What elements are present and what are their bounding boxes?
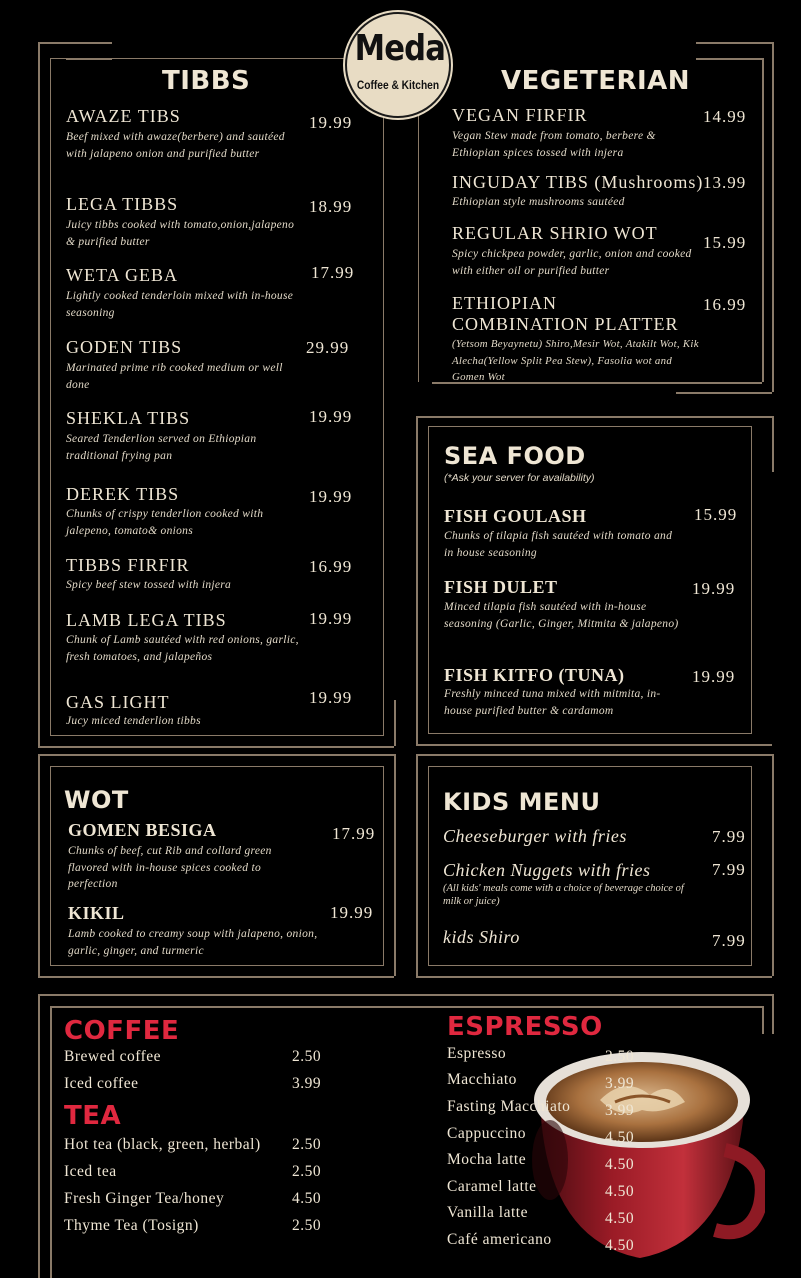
kids-beverage-note: (All kids' meals come with a choice of beverage choice of milk or juice) <box>443 883 684 907</box>
seafood-frame-right-outer <box>772 416 774 472</box>
cappuccino-cup-image <box>520 1040 765 1265</box>
tibbs-item-desc: Chunks of crispy tenderlion cooked with jalepeno, tomato& onions <box>66 508 264 537</box>
espresso-item-price: 2.50 <box>605 1048 635 1065</box>
tea-item-name: Thyme Tea (Tosign) <box>64 1217 199 1234</box>
tibbs-item-price: 16.99 <box>309 557 353 576</box>
drinks-frame-top-inner <box>50 1006 762 1008</box>
veg-frame-top <box>696 42 772 44</box>
espresso-item-name: Vanilla latte <box>447 1204 528 1221</box>
tibbs-item-desc: Marinated prime rib cooked medium or well done <box>66 362 283 391</box>
seafood-frame-bottom-outer <box>416 744 772 746</box>
seafood-item-desc: Chunks of tilapia fish sautéed with tomato and in house seasoning <box>444 530 673 559</box>
tibbs-item-name: GAS LIGHT <box>66 692 170 712</box>
wot-item-price: 19.99 <box>330 903 374 922</box>
tea-item-price: 2.50 <box>292 1217 322 1234</box>
tibbs-item-name: AWAZE TIBS <box>66 106 181 126</box>
seafood-item-name: FISH DULET <box>444 577 558 597</box>
kids-item-price: 7.99 <box>712 860 746 879</box>
espresso-item-price: 4.50 <box>605 1156 635 1173</box>
meda-logo <box>345 12 451 118</box>
espresso-item-price: 3.99 <box>605 1102 635 1119</box>
seafood-item-price: 19.99 <box>692 667 736 686</box>
tibbs-frame-right-outer <box>394 700 396 746</box>
seafood-item-price: 15.99 <box>694 505 738 524</box>
seafood-item-name: FISH KITFO (TUNA) <box>444 665 625 685</box>
tibbs-item-desc: Seared Tenderlion served on Ethiopian traditional frying pan <box>66 433 257 462</box>
seafood-frame-left-outer <box>416 416 418 744</box>
seafood-title: SEA FOOD <box>444 442 586 470</box>
wot-title: WOT <box>64 786 129 814</box>
wot-item-price: 17.99 <box>332 824 376 843</box>
tibbs-item-name: WETA GEBA <box>66 265 179 285</box>
tea-item-price: 2.50 <box>292 1163 322 1180</box>
kids-item-name: Cheeseburger with fries <box>443 826 627 846</box>
coffee-item-name: Brewed coffee <box>64 1048 162 1065</box>
tibbs-item-desc: Chunk of Lamb sautéed with red onions, garlic, fresh tomatoes, and jalapeños <box>66 634 299 663</box>
espresso-item-price: 4.50 <box>605 1237 635 1254</box>
espresso-item-price: 4.50 <box>605 1210 635 1227</box>
tea-item-price: 2.50 <box>292 1136 322 1153</box>
wot-item-desc: Lamb cooked to creamy soup with jalapeno, onion, garlic, ginger, and turmeric <box>68 928 318 957</box>
tea-title: TEA <box>64 1101 122 1131</box>
seafood-item-price: 19.99 <box>692 579 736 598</box>
seafood-item-desc: Minced tilapia fish sautéed with in-house seasoning (Garlic, Ginger, Mitmita & jalapeno) <box>444 601 679 630</box>
tibbs-item-price: 19.99 <box>309 487 353 506</box>
veg-frame-right-outer <box>772 42 774 392</box>
tea-item-name: Fresh Ginger Tea/honey <box>64 1190 225 1207</box>
veg-item-name: INGUDAY TIBS (Mushrooms) <box>452 172 704 192</box>
coffee-item-price: 2.50 <box>292 1048 322 1065</box>
tibbs-item-price: 19.99 <box>309 407 353 426</box>
veg-item-name: REGULAR SHRIO WOT <box>452 223 658 243</box>
tea-item-name: Iced tea <box>64 1163 117 1180</box>
espresso-item-price: 4.50 <box>605 1183 635 1200</box>
tibbs-item-name: LAMB LEGA TIBS <box>66 610 227 630</box>
espresso-item-name: Café americano <box>447 1231 552 1248</box>
tibbs-item-price: 17.99 <box>311 263 355 282</box>
espresso-title: ESPRESSO <box>447 1012 603 1042</box>
wot-frame-bottom-outer <box>38 976 394 978</box>
kids-item-name: kids Shiro <box>443 927 520 947</box>
kids-item-name: Chicken Nuggets with fries <box>443 860 651 880</box>
kids-frame-left-outer <box>416 754 418 976</box>
tibbs-item-name: LEGA TIBBS <box>66 194 179 214</box>
kids-frame-top-outer <box>416 754 772 756</box>
kids-frame-right-outer <box>772 754 774 976</box>
veg-item-price: 15.99 <box>703 233 747 252</box>
tibbs-title-underline <box>66 58 112 60</box>
kids-item-price: 7.99 <box>712 827 746 846</box>
tea-item-name: Hot tea (black, green, herbal) <box>64 1136 261 1153</box>
tibbs-frame-bottom-outer <box>38 746 394 748</box>
tea-item-price: 4.50 <box>292 1190 322 1207</box>
tibbs-item-desc: Jucy miced tenderlion tibbs <box>66 715 201 727</box>
espresso-item-name: Caramel latte <box>447 1178 537 1195</box>
espresso-item-price: 4.50 <box>605 1129 635 1146</box>
veg-item-price: 16.99 <box>703 295 747 314</box>
tibbs-item-desc: Juicy tibbs cooked with tomato,onion,jalapeno & purified butter <box>66 219 295 248</box>
tibbs-item-price: 18.99 <box>309 197 353 216</box>
veg-frame-right-inner <box>762 58 764 382</box>
veg-item-desc: Ethiopian style mushrooms sautéed <box>452 196 625 208</box>
drinks-frame-right-inner <box>762 1006 764 1034</box>
tibbs-item-name: GODEN TIBS <box>66 337 183 357</box>
espresso-item-price: 3.99 <box>605 1075 635 1092</box>
drinks-frame-left-inner <box>50 1006 52 1278</box>
drinks-frame-top-outer <box>38 994 772 996</box>
wot-item-desc: Chunks of beef, cut Rib and collard green flavored with in-house spices cooked to perfection <box>68 845 272 890</box>
wot-frame-left-outer <box>38 754 40 976</box>
tibbs-frame-left-outer <box>38 42 40 746</box>
wot-item-name: KIKIL <box>68 903 125 923</box>
tibbs-item-desc: Lightly cooked tenderloin mixed with in-house seasoning <box>66 290 294 319</box>
tibbs-item-price: 19.99 <box>309 688 353 707</box>
veg-item-desc: Spicy chickpea powder, garlic, onion and cooked with either oil or purified butter <box>452 248 692 277</box>
seafood-frame-top-outer <box>416 416 772 418</box>
vegeterian-title: VEGETERIAN <box>501 66 691 96</box>
tibbs-item-name: TIBBS FIRFIR <box>66 555 190 575</box>
seafood-availability-note: (*Ask your server for availability) <box>444 472 595 484</box>
tibbs-title: TIBBS <box>162 66 251 96</box>
coffee-title: COFFEE <box>64 1016 180 1046</box>
tibbs-item-price: 19.99 <box>309 113 353 132</box>
veg-item-price: 13.99 <box>703 173 747 192</box>
veg-item-name: ETHIOPIAN COMBINATION PLATTER <box>452 293 679 334</box>
espresso-item-name: Macchiato <box>447 1071 517 1088</box>
tibbs-item-price: 19.99 <box>309 609 353 628</box>
wot-item-name: GOMEN BESIGA <box>68 820 217 840</box>
wot-frame-top-outer <box>38 754 394 756</box>
veg-item-name: VEGAN FIRFIR <box>452 105 588 125</box>
espresso-item-name: Espresso <box>447 1045 507 1062</box>
tibbs-item-name: DEREK TIBS <box>66 484 180 504</box>
kids-menu-title: KIDS MENU <box>443 788 601 816</box>
veg-item-price: 14.99 <box>703 107 747 126</box>
veg-item-desc: Vegan Stew made from tomato, berbere & Ethiopian spices tossed with injera <box>452 130 656 159</box>
tibbs-item-desc: Spicy beef stew tossed with injera <box>66 579 232 591</box>
veg-frame-bottom-outer <box>676 392 772 394</box>
espresso-item-name: Cappuccino <box>447 1125 527 1142</box>
kids-frame-bottom-outer <box>416 976 772 978</box>
kids-item-price: 7.99 <box>712 931 746 950</box>
coffee-item-name: Iced coffee <box>64 1075 139 1092</box>
drinks-frame-left-outer <box>38 994 40 1278</box>
coffee-item-price: 3.99 <box>292 1075 322 1092</box>
tibbs-item-price: 29.99 <box>306 338 350 357</box>
veg-item-desc: (Yetsom Beyaynetu) Shiro,Mesir Wot, Atakilt Wot, Kik Alecha(Yellow Split Pea Stew), Fasolia wot and Gomen Wot <box>452 338 699 383</box>
espresso-item-name: Mocha latte <box>447 1151 527 1168</box>
seafood-item-name: FISH GOULASH <box>444 506 587 526</box>
wot-frame-right-outer <box>394 754 396 976</box>
tibbs-item-name: SHEKLA TIBS <box>66 408 191 428</box>
logo-tagline: Coffee & Kitchen <box>356 78 440 92</box>
veg-frame-top-inner <box>696 58 762 60</box>
logo-name: Meda <box>354 28 446 69</box>
espresso-item-name: Fasting Macchiato <box>447 1098 571 1115</box>
tibbs-frame-top-outer <box>38 42 112 44</box>
tibbs-item-desc: Beef mixed with awaze(berbere) and sautéed with jalapeno onion and purified butter <box>66 131 285 160</box>
drinks-frame-right-outer <box>772 994 774 1034</box>
seafood-item-desc: Freshly minced tuna mixed with mitmita, in-house purified butter & cardamom <box>444 688 661 717</box>
